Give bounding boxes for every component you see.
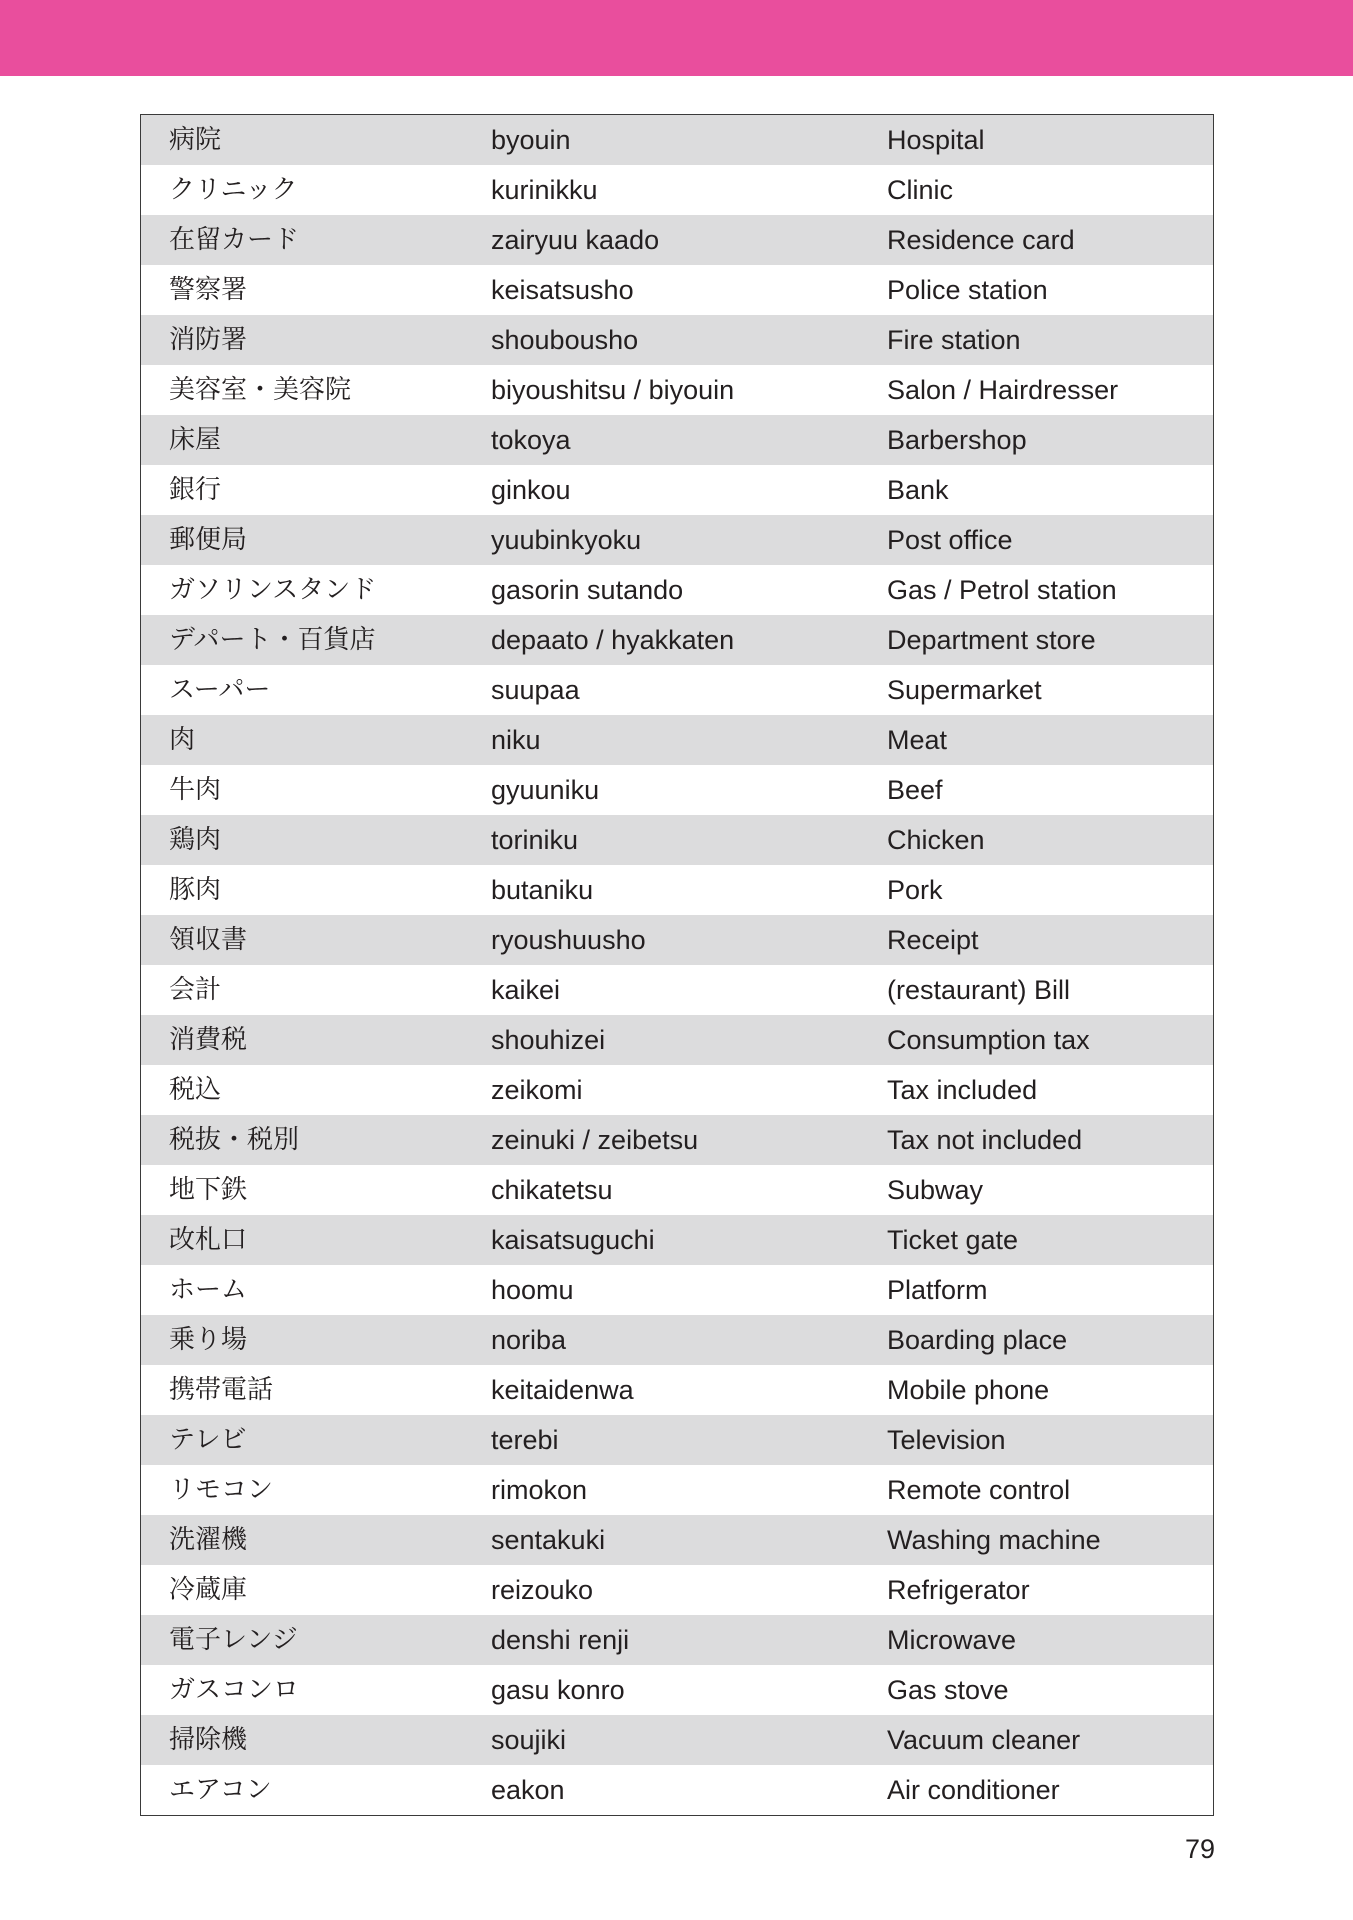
- table-row: [141, 315, 1213, 365]
- table-row: [141, 615, 1213, 665]
- romaji-term: depaato / hyakkaten: [491, 625, 735, 655]
- table-row: [141, 815, 1213, 865]
- romaji-term: keitaidenwa: [491, 1375, 634, 1405]
- romaji-term: sentakuki: [491, 1525, 606, 1555]
- english-term: Beef: [887, 775, 943, 805]
- japanese-term: 鶏肉: [169, 825, 222, 855]
- japanese-term: 美容室・美容院: [169, 375, 352, 405]
- english-term: Gas stove: [887, 1675, 1009, 1705]
- japanese-term: 冷蔵庫: [169, 1575, 248, 1605]
- japanese-term: 税込: [169, 1075, 222, 1105]
- romaji-term: gasu konro: [491, 1675, 625, 1705]
- english-term: Mobile phone: [887, 1375, 1050, 1405]
- english-term: Consumption tax: [887, 1025, 1090, 1055]
- english-term: Fire station: [887, 325, 1021, 355]
- table-row: [141, 715, 1213, 765]
- japanese-term: 警察署: [169, 275, 248, 305]
- romaji-term: denshi renji: [491, 1625, 630, 1655]
- english-term: Tax included: [887, 1075, 1038, 1105]
- table-row: [141, 1765, 1213, 1815]
- english-term: Post office: [887, 525, 1013, 555]
- romaji-term: toriniku: [491, 825, 579, 855]
- romaji-term: niku: [491, 725, 541, 755]
- japanese-term: 地下鉄: [169, 1175, 248, 1205]
- table-row: [141, 665, 1213, 715]
- english-term: Salon / Hairdresser: [887, 375, 1119, 405]
- romaji-term: shouhizei: [491, 1025, 606, 1055]
- page-number: 79: [1184, 1834, 1215, 1864]
- table-row: [141, 465, 1213, 515]
- english-term: Air conditioner: [887, 1775, 1060, 1805]
- table-row: [141, 965, 1213, 1015]
- japanese-term: 牛肉: [169, 775, 222, 805]
- romaji-term: hoomu: [491, 1275, 574, 1305]
- japanese-term: 電子レンジ: [169, 1625, 298, 1655]
- romaji-term: noriba: [491, 1325, 567, 1355]
- japanese-term: リモコン: [169, 1475, 274, 1505]
- romaji-term: eakon: [491, 1775, 565, 1805]
- romaji-term: kaikei: [491, 975, 561, 1005]
- table-row: [141, 1115, 1213, 1165]
- english-term: Television: [887, 1425, 1006, 1455]
- romaji-term: yuubinkyoku: [491, 525, 642, 555]
- english-term: Vacuum cleaner: [887, 1725, 1081, 1755]
- japanese-term: クリニック: [169, 175, 298, 205]
- table-row: [141, 1565, 1213, 1615]
- table-row: [141, 215, 1213, 265]
- table-row: [141, 165, 1213, 215]
- japanese-term: スーパー: [169, 675, 271, 705]
- table-row: [141, 1265, 1213, 1315]
- romaji-term: chikatetsu: [491, 1175, 613, 1205]
- japanese-term: ガソリンスタンド: [169, 575, 377, 605]
- japanese-term: 乗り場: [169, 1325, 248, 1355]
- table-row: [141, 915, 1213, 965]
- english-term: Ticket gate: [887, 1225, 1019, 1255]
- romaji-term: zairyuu kaado: [491, 225, 660, 255]
- table-row: [141, 1065, 1213, 1115]
- english-term: Tax not included: [887, 1125, 1083, 1155]
- romaji-term: zeinuki / zeibetsu: [491, 1125, 699, 1155]
- japanese-term: デパート・百貨店: [169, 625, 376, 655]
- english-term: Residence card: [887, 225, 1075, 255]
- japanese-term: 掃除機: [169, 1725, 248, 1755]
- japanese-term: 在留カード: [169, 225, 300, 255]
- japanese-term: 肉: [169, 725, 196, 755]
- japanese-term: ガスコンロ: [169, 1675, 300, 1705]
- romaji-term: ginkou: [491, 475, 571, 505]
- english-term: Refrigerator: [887, 1575, 1030, 1605]
- table-row: [141, 365, 1213, 415]
- romaji-term: zeikomi: [491, 1075, 583, 1105]
- english-term: Bank: [887, 475, 949, 505]
- japanese-term: 病院: [169, 125, 222, 155]
- japanese-term: 郵便局: [169, 525, 248, 555]
- english-term: Boarding place: [887, 1325, 1068, 1355]
- japanese-term: 豚肉: [169, 875, 222, 905]
- table-row: [141, 865, 1213, 915]
- japanese-term: 床屋: [169, 425, 222, 455]
- english-term: Remote control: [887, 1475, 1071, 1505]
- vocabulary-table: [140, 114, 1214, 1816]
- romaji-term: gyuuniku: [491, 775, 600, 805]
- table-row: [141, 415, 1213, 465]
- japanese-term: 領収書: [169, 925, 248, 955]
- table-row: [141, 265, 1213, 315]
- english-term: Washing machine: [887, 1525, 1101, 1555]
- table-row: [141, 1165, 1213, 1215]
- romaji-term: rimokon: [491, 1475, 588, 1505]
- table-row: [141, 1315, 1213, 1365]
- japanese-term: 銀行: [169, 475, 222, 505]
- english-term: Police station: [887, 275, 1048, 305]
- table-row: [141, 1515, 1213, 1565]
- japanese-term: 税抜・税別: [169, 1125, 300, 1155]
- romaji-term: tokoya: [491, 425, 571, 455]
- english-term: Hospital: [887, 125, 985, 155]
- japanese-term: 会計: [169, 975, 222, 1005]
- japanese-term: テレビ: [169, 1425, 247, 1455]
- romaji-term: keisatsusho: [491, 275, 634, 305]
- table-row: [141, 1715, 1213, 1765]
- english-term: Department store: [887, 625, 1096, 655]
- romaji-term: ryoushuusho: [491, 925, 646, 955]
- english-term: Receipt: [887, 925, 979, 955]
- romaji-term: shoubousho: [491, 325, 639, 355]
- english-term: Supermarket: [887, 675, 1042, 705]
- table-row: [141, 515, 1213, 565]
- english-term: Pork: [887, 875, 943, 905]
- header-band: [0, 0, 1353, 76]
- romaji-term: terebi: [491, 1425, 559, 1455]
- japanese-term: エアコン: [169, 1775, 272, 1805]
- table-row: [141, 565, 1213, 615]
- japanese-term: ホーム: [169, 1275, 248, 1305]
- japanese-term: 消防署: [169, 325, 248, 355]
- english-term: Subway: [887, 1175, 984, 1205]
- romaji-term: byouin: [491, 125, 571, 155]
- english-term: Clinic: [887, 175, 954, 205]
- romaji-term: butaniku: [491, 875, 594, 905]
- table-row: [141, 1465, 1213, 1515]
- english-term: Platform: [887, 1275, 988, 1305]
- english-term: Gas / Petrol station: [887, 575, 1117, 605]
- japanese-term: 洗濯機: [169, 1525, 248, 1555]
- table-row: [141, 1415, 1213, 1465]
- english-term: Barbershop: [887, 425, 1027, 455]
- table-row: [141, 1015, 1213, 1065]
- romaji-term: kurinikku: [491, 175, 598, 205]
- table-row: [141, 1665, 1213, 1715]
- english-term: Microwave: [887, 1625, 1017, 1655]
- english-term: Chicken: [887, 825, 985, 855]
- table-row: [141, 1365, 1213, 1415]
- romaji-term: biyoushitsu / biyouin: [491, 375, 735, 405]
- romaji-term: soujiki: [491, 1725, 567, 1755]
- romaji-term: reizouko: [491, 1575, 594, 1605]
- table-row: [141, 115, 1213, 165]
- english-term: Meat: [887, 725, 948, 755]
- english-term: (restaurant) Bill: [887, 975, 1071, 1005]
- romaji-term: gasorin sutando: [491, 575, 684, 605]
- japanese-term: 改札口: [169, 1225, 248, 1255]
- table-row: [141, 765, 1213, 815]
- japanese-term: 携帯電話: [169, 1375, 274, 1405]
- romaji-term: suupaa: [491, 675, 580, 705]
- table-row: [141, 1615, 1213, 1665]
- japanese-term: 消費税: [169, 1025, 248, 1055]
- table-row: [141, 1215, 1213, 1265]
- romaji-term: kaisatsuguchi: [491, 1225, 655, 1255]
